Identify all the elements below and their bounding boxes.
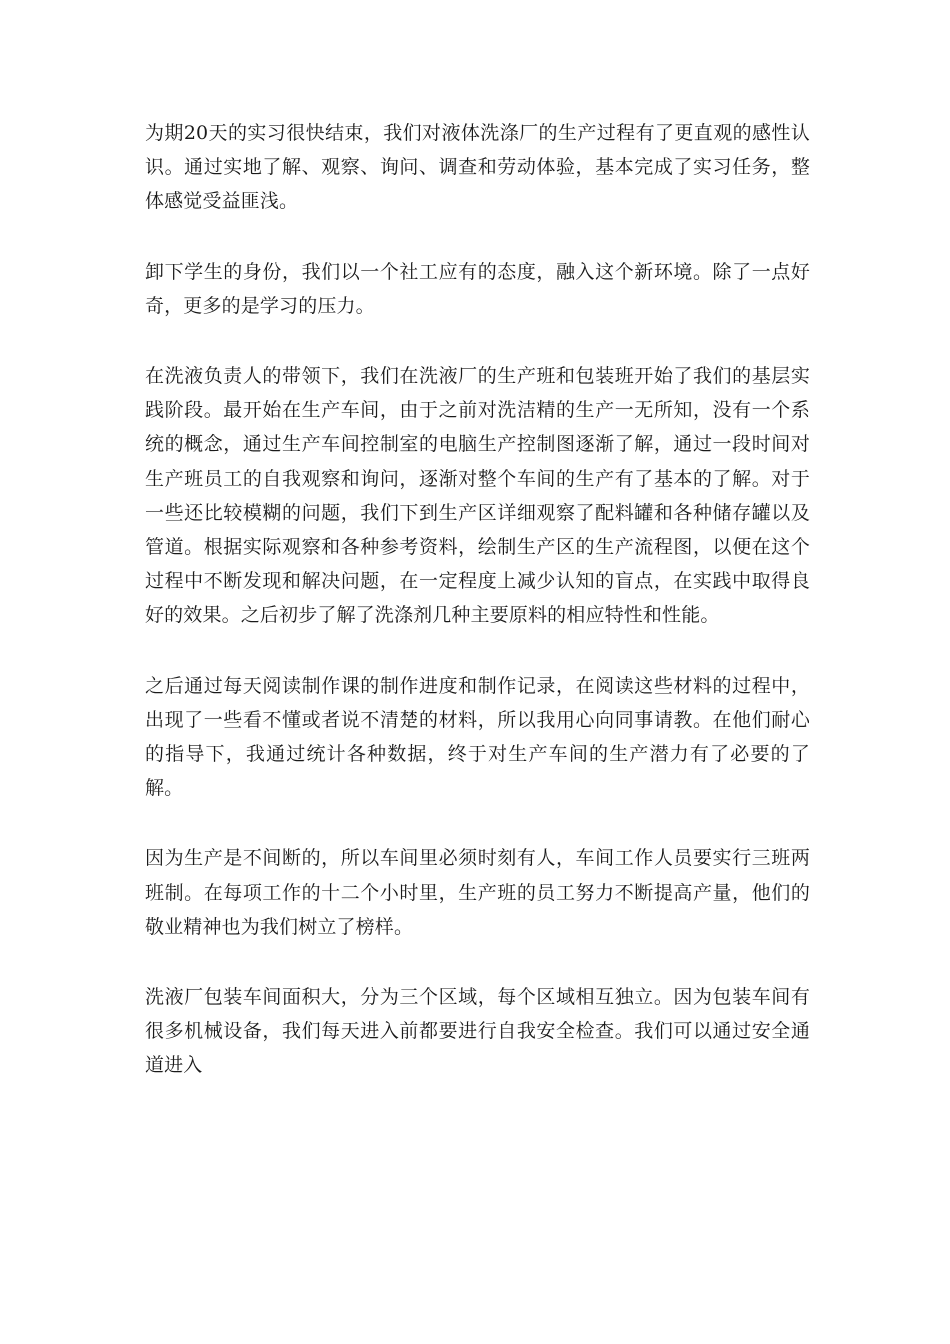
document-body [145, 116, 810, 1119]
paragraph-production-practice: 在洗液负责人的带领下，我们在洗液厂的生产班和包装班开始了我们的基层实践阶段。最开始在生产车间，由于之前对洗洁精的生产一无所知，没有一个系统的概念，通过生产车间控制室的电脑生产控制图逐渐了解，通过一段时间对生产班员工的自我观察和询问，逐渐对整个车间的生产有了基本的了解。对于一些还比较模糊的问题，我们下到生产区详细观察了配料罐和各种储存罐以及管道。根据实际观察和各种参考资料，绘制生产区的生产流程图，以便在这个过程中不断发现和解决问题，在一定程度上减少认知的盲点，在实践中取得良好的效果。之后初步了解了洗涤剂几种主要原料的相应特性和性能。 [145, 365, 810, 627]
paragraph-production-records: 之后通过每天阅读制作课的制作进度和制作记录，在阅读这些材料的过程中，出现了一些看不懂或者说不清楚的材料，所以我用心向同事请教。在他们耐心的指导下，我通过统计各种数据，终于对生产车间的生产潜力有了必要的了解。 [145, 674, 810, 800]
paragraph-shift-system: 因为生产是不间断的，所以车间里必须时刻有人，车间工作人员要实行三班两班制。在每项工作的十二个小时里，生产班的员工努力不断提高产量，他们的敬业精神也为我们树立了榜样。 [145, 847, 810, 938]
paragraph-packaging-workshop: 洗液厂包装车间面积大，分为三个区域，每个区域相互独立。因为包装车间有很多机械设备，我们每天进入前都要进行自我安全检查。我们可以通过安全通道进入 [145, 986, 810, 1077]
paragraph-internship-summary: 为期20天的实习很快结束，我们对液体洗涤厂的生产过程有了更直观的感性认识。通过实地了解、观察、询问、调查和劳动体验，基本完成了实习任务，整体感觉受益匪浅。 [145, 122, 810, 213]
paragraph-new-environment: 卸下学生的身份，我们以一个社工应有的态度，融入这个新环境。除了一点好奇，更多的是学习的压力。 [145, 260, 810, 317]
